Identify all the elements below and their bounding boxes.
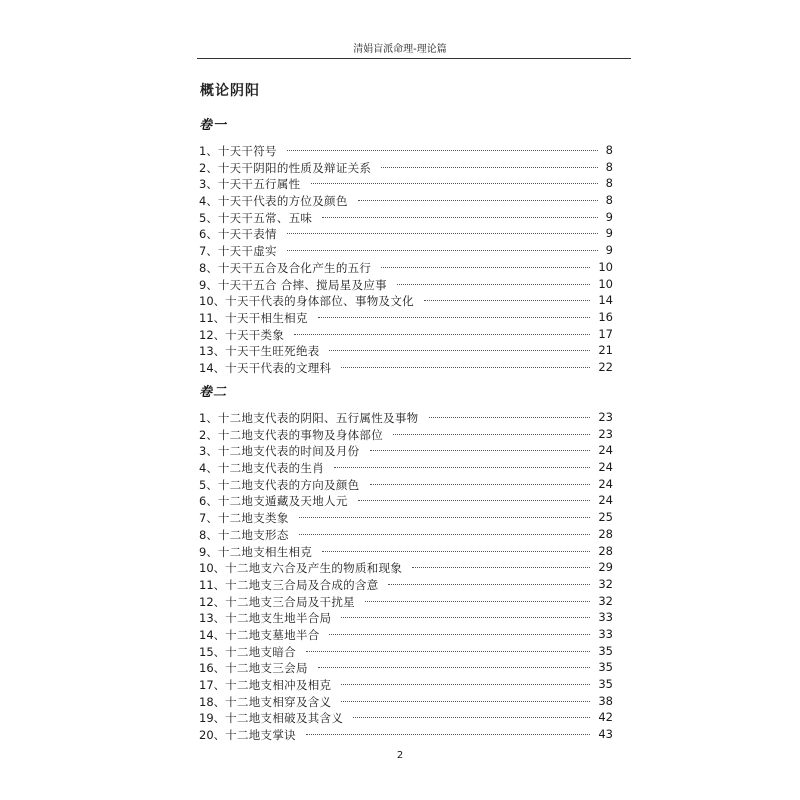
dot-leader xyxy=(381,267,590,268)
toc-entry-page: 24 xyxy=(598,493,613,508)
toc-entry-title: 十二地支代表的方向及颜色 xyxy=(217,477,360,492)
toc-entry-number: 6、 xyxy=(199,227,218,242)
dot-leader xyxy=(397,284,590,285)
toc-entry-page: 10 xyxy=(598,276,613,291)
toc-entry-number: 3、 xyxy=(199,444,218,459)
toc-entry xyxy=(199,627,613,644)
dot-leader xyxy=(294,334,590,335)
toc-entry-number: 1、 xyxy=(199,411,218,425)
toc-entry-page: 21 xyxy=(598,343,613,358)
toc-entry-title: 十二地支代表的阴阳、五行属性及事物 xyxy=(217,411,419,425)
toc-entry-title: 十二地支三合局及合成的含意 xyxy=(225,577,379,592)
toc-entry xyxy=(199,310,613,327)
toc-entry xyxy=(199,594,613,611)
toc-entry-title: 十天干五合 合摔、搅局星及应事 xyxy=(217,277,387,292)
toc-entry-page: 23 xyxy=(598,410,613,424)
toc-entry-page: 24 xyxy=(598,460,613,475)
toc-entry-page: 14 xyxy=(598,293,613,308)
dot-leader xyxy=(287,233,598,234)
toc-entry xyxy=(199,577,613,594)
toc-entry xyxy=(199,727,613,744)
toc-entry-title: 十天干相生相克 xyxy=(225,310,308,325)
toc-entry-number: 12、 xyxy=(199,327,226,342)
toc-entry-number: 15、 xyxy=(199,644,226,659)
toc-entry-title: 十二地支代表的生肖 xyxy=(217,461,325,476)
toc-entry-number: 10、 xyxy=(199,294,226,309)
volume-1-heading: 卷一 xyxy=(199,118,228,133)
toc-entry-title: 十二地支相生相克 xyxy=(217,544,313,559)
dot-leader xyxy=(365,601,590,602)
toc-entry-number: 14、 xyxy=(199,360,226,375)
toc-entry-number: 8、 xyxy=(199,260,218,275)
toc-entry-title: 十天干符号 xyxy=(217,144,277,158)
volume-2-heading: 卷二 xyxy=(199,385,228,400)
dot-leader xyxy=(370,484,590,485)
toc-entry xyxy=(199,610,613,627)
toc-entry-title: 十天干类象 xyxy=(225,327,285,342)
toc-entry-title: 十二地支相穿及含义 xyxy=(225,694,332,709)
toc-entry-page: 32 xyxy=(598,593,613,608)
toc-entry-number: 17、 xyxy=(199,678,226,692)
toc-entry-number: 19、 xyxy=(199,711,226,726)
toc-entry-number: 11、 xyxy=(199,310,226,325)
toc-entry xyxy=(199,293,613,310)
dot-leader xyxy=(318,667,590,668)
dot-leader xyxy=(341,367,590,368)
toc-entry xyxy=(199,644,613,661)
toc-entry-title: 十二地支代表的时间及月份 xyxy=(217,444,360,459)
toc-entry-page: 33 xyxy=(598,626,613,641)
toc-entry xyxy=(199,427,613,444)
toc-entry-page: 9 xyxy=(605,243,613,258)
dot-leader xyxy=(318,317,590,318)
toc-entry-number: 13、 xyxy=(199,611,226,626)
toc-entry-number: 9、 xyxy=(199,544,218,559)
toc-entry xyxy=(199,710,613,727)
page-number: 2 xyxy=(396,750,404,761)
toc-entry-page: 32 xyxy=(598,576,613,591)
dot-leader xyxy=(329,634,590,635)
dot-leader xyxy=(424,300,590,301)
toc-entry xyxy=(199,327,613,344)
dot-leader xyxy=(334,467,590,468)
dot-leader xyxy=(388,584,590,585)
toc-entry xyxy=(199,260,613,277)
dot-leader xyxy=(393,434,590,435)
toc-entry xyxy=(199,560,613,577)
toc-entry-title: 十二地支类象 xyxy=(217,511,289,526)
toc-entry xyxy=(199,694,613,711)
toc-entry-page: 35 xyxy=(598,643,613,658)
toc-volume-2 xyxy=(199,410,613,744)
toc-entry-title: 十天干生旺死绝表 xyxy=(225,344,320,359)
toc-entry-number: 10、 xyxy=(199,561,226,576)
toc-entry-page: 43 xyxy=(598,727,613,742)
dot-leader xyxy=(429,417,590,418)
toc-entry-title: 十二地支遁藏及天地人元 xyxy=(217,494,348,509)
toc-entry-number: 6、 xyxy=(199,494,218,509)
toc-entry-page: 25 xyxy=(598,510,613,525)
toc-entry-page: 9 xyxy=(605,226,613,241)
toc-entry-number: 16、 xyxy=(199,661,226,676)
toc-entry-page: 28 xyxy=(598,543,613,558)
toc-entry-page: 22 xyxy=(598,359,613,374)
dot-leader xyxy=(341,701,590,702)
toc-entry-number: 7、 xyxy=(199,244,218,259)
toc-entry-number: 5、 xyxy=(199,210,218,225)
toc-entry-number: 3、 xyxy=(199,177,218,192)
toc-entry-page: 23 xyxy=(598,426,613,441)
toc-entry-title: 十天干代表的文理科 xyxy=(225,360,332,375)
toc-entry-number: 4、 xyxy=(199,461,218,476)
toc-entry-page: 8 xyxy=(605,143,613,157)
toc-entry xyxy=(199,527,613,544)
toc-entry-page: 24 xyxy=(598,443,613,458)
toc-entry-page: 10 xyxy=(598,259,613,274)
toc-entry-page: 35 xyxy=(598,660,613,675)
toc-entry-title: 十天干五行属性 xyxy=(217,177,301,192)
dot-leader xyxy=(299,534,590,535)
toc-entry-title: 十天干表情 xyxy=(217,227,277,242)
header-divider xyxy=(197,58,631,59)
dot-leader xyxy=(299,517,590,518)
toc-entry-number: 20、 xyxy=(199,728,226,743)
toc-entry-number: 9、 xyxy=(199,277,218,292)
toc-entry-page: 8 xyxy=(605,193,613,208)
running-header: 清娟盲派命理-理论篇 xyxy=(353,44,447,55)
dot-leader xyxy=(311,183,598,184)
toc-entry xyxy=(199,410,613,427)
toc-entry-title: 十二地支形态 xyxy=(217,527,289,542)
dot-leader xyxy=(358,200,598,201)
dot-leader xyxy=(341,684,590,685)
toc-entry-number: 5、 xyxy=(199,477,218,492)
toc-entry-number: 2、 xyxy=(199,427,218,442)
dot-leader xyxy=(341,617,590,618)
toc-entry-title: 十二地支墓地半合 xyxy=(225,627,320,642)
toc-entry xyxy=(199,660,613,677)
toc-entry-title: 十二地支三合局及干扰星 xyxy=(225,594,355,609)
toc-entry xyxy=(199,510,613,527)
toc-entry-page: 24 xyxy=(598,476,613,491)
toc-entry xyxy=(199,443,613,460)
dot-leader xyxy=(287,250,598,251)
toc-entry-title: 十二地支相冲及相克 xyxy=(225,678,332,692)
toc-entry xyxy=(199,360,613,377)
toc-entry xyxy=(199,477,613,494)
toc-entry-title: 十天干五常、五味 xyxy=(217,210,313,225)
toc-entry-title: 十天干虚实 xyxy=(217,244,277,259)
toc-entry-title: 十天干阴阳的性质及辩证关系 xyxy=(217,160,372,175)
dot-leader xyxy=(329,350,590,351)
toc-entry-page: 9 xyxy=(605,209,613,224)
toc-entry xyxy=(199,493,613,510)
toc-entry-number: 2、 xyxy=(199,160,218,175)
dot-leader xyxy=(381,167,598,168)
toc-entry xyxy=(199,160,613,177)
toc-entry-page: 8 xyxy=(605,159,613,174)
dot-leader xyxy=(412,567,590,568)
toc-entry-title: 十二地支六合及产生的物质和现象 xyxy=(225,561,403,576)
dot-leader xyxy=(322,551,590,552)
toc-entry xyxy=(199,143,613,160)
toc-entry-number: 7、 xyxy=(199,511,218,526)
toc-entry-title: 十二地支生地半合局 xyxy=(225,611,332,626)
toc-entry-page: 33 xyxy=(598,610,613,625)
toc-entry xyxy=(199,210,613,227)
toc-entry-page: 28 xyxy=(598,526,613,541)
toc-entry-number: 11、 xyxy=(199,577,226,592)
toc-entry-number: 18、 xyxy=(199,694,226,709)
toc-entry xyxy=(199,243,613,260)
toc-entry xyxy=(199,343,613,360)
dot-leader xyxy=(353,717,590,718)
toc-entry xyxy=(199,176,613,193)
toc-entry-title: 十天干代表的身体部位、事物及文化 xyxy=(225,294,414,309)
toc-entry-title: 十天干五合及合化产生的五行 xyxy=(217,260,372,275)
toc-entry-number: 13、 xyxy=(199,344,226,359)
toc-entry xyxy=(199,460,613,477)
dot-leader xyxy=(306,734,590,735)
toc-entry xyxy=(199,193,613,210)
toc-entry-title: 十二地支掌诀 xyxy=(225,728,296,743)
toc-entry-number: 8、 xyxy=(199,527,218,542)
toc-entry-number: 14、 xyxy=(199,627,226,642)
dot-leader xyxy=(322,217,598,218)
toc-entry xyxy=(199,226,613,243)
toc-entry-number: 1、 xyxy=(199,144,218,158)
toc-entry-page: 17 xyxy=(598,326,613,341)
toc-entry-title: 十二地支暗合 xyxy=(225,644,296,659)
toc-entry-page: 35 xyxy=(598,677,613,691)
toc-volume-1 xyxy=(199,143,613,377)
toc-entry-number: 4、 xyxy=(199,194,218,209)
toc-entry-title: 十二地支代表的事物及身体部位 xyxy=(217,427,384,442)
dot-leader xyxy=(370,450,590,451)
toc-entry-title: 十天干代表的方位及颜色 xyxy=(217,194,348,209)
toc-entry-title: 十二地支三会局 xyxy=(225,661,308,676)
toc-entry-title: 十二地支相破及其含义 xyxy=(225,711,344,726)
toc-entry-page: 38 xyxy=(598,693,613,708)
toc-entry-page: 8 xyxy=(605,176,613,191)
toc-entry-page: 16 xyxy=(598,309,613,324)
dot-leader xyxy=(358,500,590,501)
toc-entry-number: 12、 xyxy=(199,594,226,609)
dot-leader xyxy=(306,651,590,652)
toc-entry-page: 42 xyxy=(598,710,613,725)
page-title: 概论阴阳 xyxy=(200,83,260,99)
dot-leader xyxy=(287,150,598,151)
toc-entry-page: 29 xyxy=(598,560,613,575)
toc-entry xyxy=(199,677,613,694)
toc-entry xyxy=(199,277,613,294)
toc-entry xyxy=(199,544,613,561)
